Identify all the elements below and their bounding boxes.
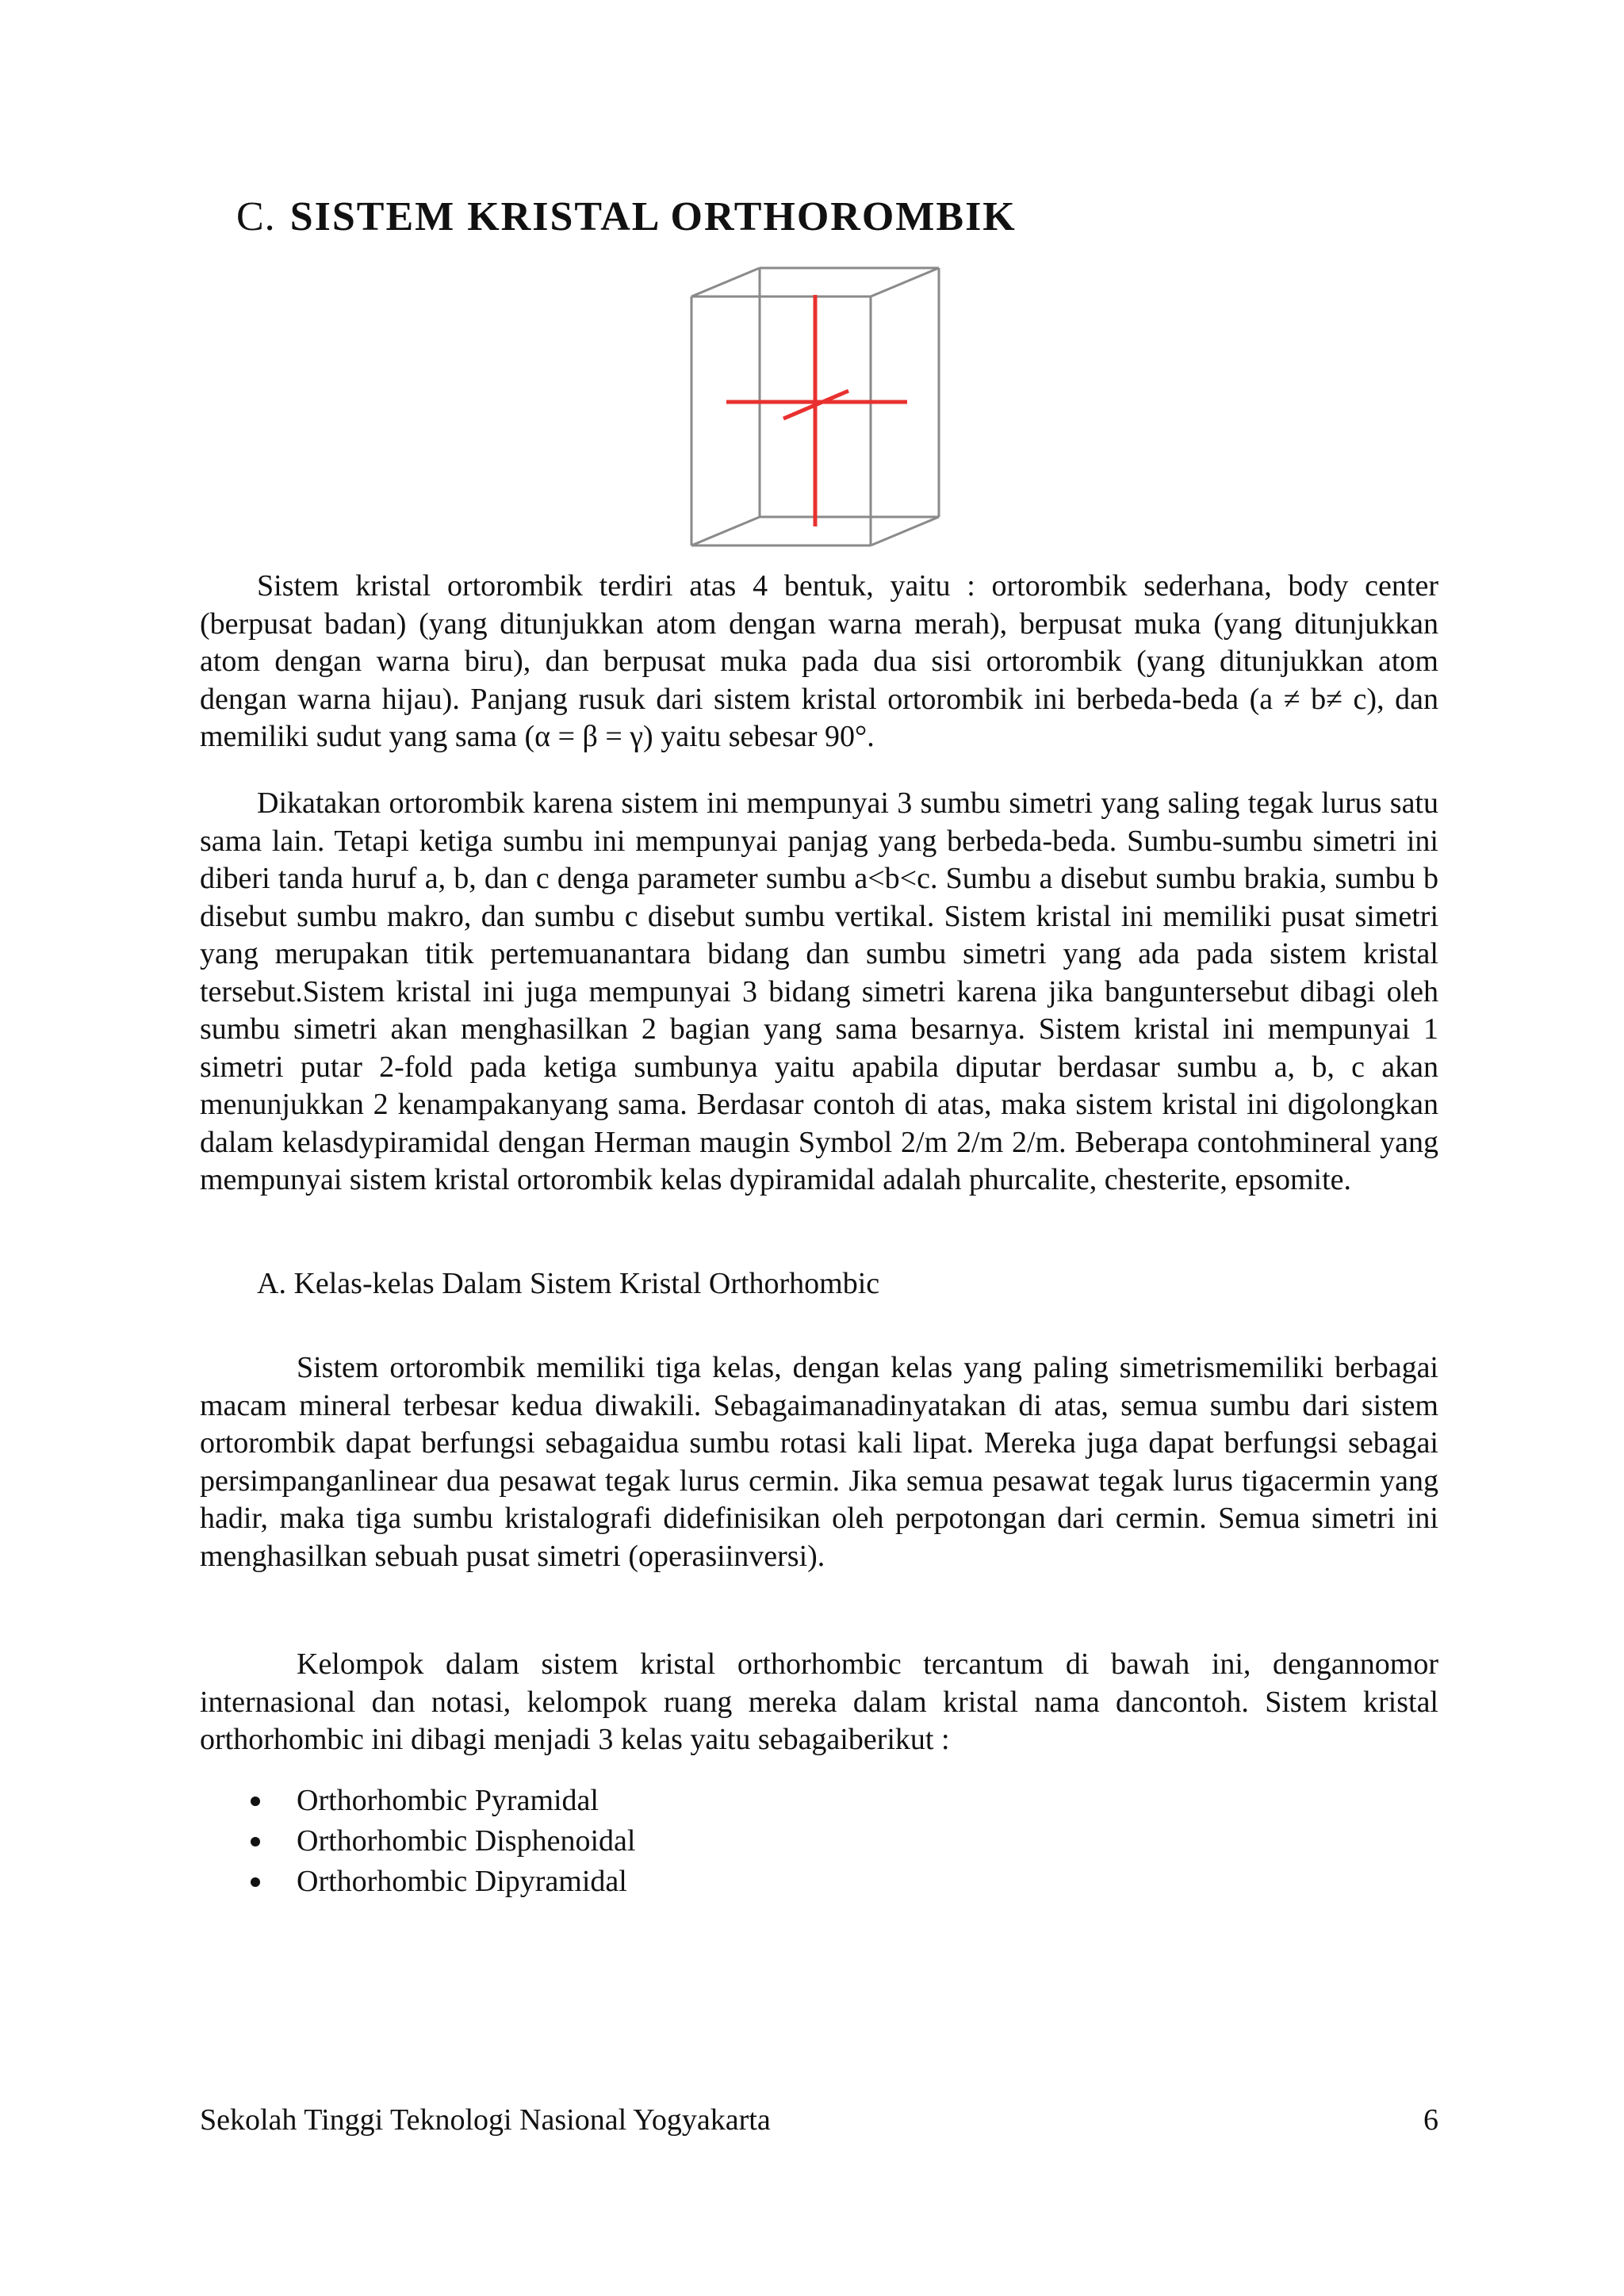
orthorhombic-crystal-axes-diagram: [682, 266, 948, 552]
list-item: [247, 1862, 635, 1902]
paragraph-axes: Dikatakan ortorombik karena sistem ini mempunyai 3 sumbu simetri yang saling tegak lurus satu sama lain. Tetapi ketiga sumbu ini mempunyai panjag yang berbeda-beda. Sumbu-sumbu simetri ini diberi tanda huruf a, b, dan c denga parameter sumbu a<b<c. Sumbu a disebut sumbu brakia, sumbu b disebut sumbu makro, dan sumbu c disebut sumbu vertikal. Sistem kristal ini memiliki pusat simetri yang merupakan titik pertemuanantara bidang dan sumbu simetri yang ada pada sistem kristal tersebut.Sistem kristal ini juga mempunyai 3 bidang simetri karena jika banguntersebut dibagi oleh sumbu simetri akan menghasilkan 2 bagian yang sama besarnya. Sistem kristal ini mempunyai 1 simetri putar 2-fold pada ketiga sumbunya yaitu apabila diputar berdasar sumbu a, b, c akan menunjukkan 2 kenampakanyang sama. Berdasar contoh di atas, maka sistem kristal ini digolongkan dalam kelasdypiramidal dengan Herman maugin Symbol 2/m 2/m 2/m. Beberapa contohmineral yang mempunyai sistem kristal ortorombik kelas dypiramidal adalah phurcalite, chesterite, epsomite.: [200, 786, 1438, 1196]
list-item-label: Orthorhombic Disphenoidal: [297, 1824, 636, 1858]
paragraph-classes: Sistem ortorombik memiliki tiga kelas, dengan kelas yang paling simetrismemiliki berbagai macam mineral terbesar kedua diwakili. Sebagaimanadinyatakan di atas, semua sumbu dari sistem ortorombik dapat berfungsi sebagaidua sumbu rotasi kali lipat. Mereka juga dapat berfungsi sebagai persimpanganlinear dua pesawat tegak lurus cermin. Jika semua pesawat tegak lurus tigacermin yang hadir, maka tiga sumbu kristalografi didefinisikan oleh perpotongan dari cermin. Semua simetri ini menghasilkan sebuah pusat simetri (operasiinversi).: [200, 1351, 1438, 1573]
section-title: SISTEM KRISTAL ORTHOROMBIK: [289, 194, 1017, 239]
subheading-classes: A. Kelas-kelas Dalam Sistem Kristal Orthorhombic: [257, 1267, 880, 1300]
section-heading: [236, 193, 1017, 240]
footer-institution: Sekolah Tinggi Teknologi Nasional Yogyakarta: [200, 2103, 771, 2137]
bullet-icon: [251, 1877, 260, 1887]
class-list: [247, 1781, 635, 1902]
list-item-label: Orthorhombic Pyramidal: [297, 1784, 599, 1817]
paragraph-groups: Kelompok dalam sistem kristal orthorhombic tercantum di bawah ini, dengannomor internasional dan notasi, kelompok ruang mereka dalam kristal nama dancontoh. Sistem kristal orthorhombic ini dibagi menjadi 3 kelas yaitu sebagaiberikut :: [200, 1647, 1438, 1756]
bullet-icon: [251, 1837, 260, 1846]
top-left-depth-edge: [691, 268, 760, 297]
section-letter: C.: [236, 194, 276, 239]
paragraph-intro: Sistem kristal ortorombik terdiri atas 4 bentuk, yaitu : ortorombik sederhana, body center (berpusat badan) (yang ditunjukkan atom dengan warna merah), berpusat muka (yang ditunjukkan atom dengan warna biru), dan berpusat muka pada dua sisi ortorombik (yang ditunjukkan atom dengan warna hijau). Panjang rusuk dari sistem kristal ortorombik ini berbeda-beda (a ≠ b≠ c), dan memiliki sudut yang sama (α = β = γ) yaitu sebesar 90°.: [200, 569, 1438, 753]
bottom-left-depth-edge: [691, 517, 760, 545]
bottom-right-depth-edge: [871, 517, 939, 545]
crystal-axes: [726, 295, 907, 526]
list-item-label: Orthorhombic Dipyramidal: [297, 1865, 627, 1898]
top-right-depth-edge: [871, 268, 939, 297]
list-item: [247, 1821, 635, 1862]
bullet-icon: [251, 1797, 260, 1806]
page-number: 6: [1423, 2103, 1438, 2137]
list-item: [247, 1781, 635, 1821]
